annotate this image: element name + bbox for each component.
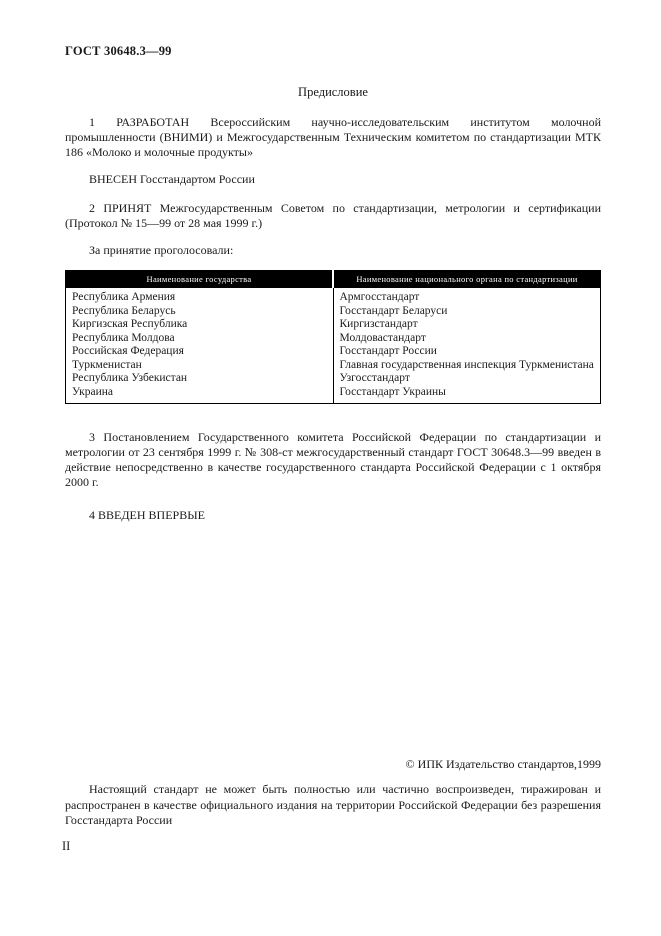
paragraph-submitted: ВНЕСЕН Госстандартом России: [89, 172, 255, 186]
standards-body-cell: Главная государственная инспекция Туркменистана: [339, 358, 594, 371]
state-name-cell: Республика Армения: [66, 288, 334, 305]
table-row: [66, 372, 601, 386]
state-name-cell: Туркменистан: [66, 359, 334, 373]
vote-table-body: [66, 288, 601, 404]
state-name-cell: Российская Федерация: [66, 345, 334, 359]
standards-body-cell: Госстандарт России: [339, 345, 437, 358]
reproduction-notice: Настоящий стандарт не может быть полностью или частично воспроизведен, тиражирован и распространен в качестве официального издания на территории Российской Федерации без разрешения Госстандарта России: [65, 782, 601, 828]
state-name-cell: Республика Молдова: [66, 332, 334, 346]
table-row: [66, 305, 601, 319]
vote-table: [65, 270, 601, 404]
standards-body-cell: Молдовастандарт: [339, 331, 426, 344]
table-row: [66, 332, 601, 346]
paragraph-vote-intro: За принятие проголосовали:: [89, 243, 234, 257]
page-number: II: [62, 839, 71, 853]
state-name-cell: Киргизская Республика: [66, 318, 334, 332]
state-name-cell: Украина: [66, 386, 334, 403]
paragraph-developed: 1 РАЗРАБОТАН Всероссийским научно-исследовательским институтом молочной промышленности (ВНИМИ) и Межгосударственным Техническим комитетом по стандартизации МТК 186 «Молоко и молочные продукты»: [65, 115, 601, 159]
doc-number: ГОСТ 30648.3—99: [65, 44, 172, 58]
state-name-cell: Республика Беларусь: [66, 305, 334, 319]
paragraph-first-time: 4 ВВЕДЕН ВПЕРВЫЕ: [89, 507, 205, 522]
table-row: [66, 359, 601, 373]
vote-table-head: [66, 271, 601, 288]
table-row: [66, 288, 601, 305]
paragraph-decree: 3 Постановлением Государственного комитета Российской Федерации по стандартизации и метрологии от 23 сентября 1999 г. № 308-ст межгосударственный стандарт ГОСТ 30648.3—99 введен в действие непосредственно в качестве государственного стандарта Российской Федерации с 1 октября 2000 г.: [65, 429, 601, 489]
table-row: [66, 345, 601, 359]
standards-body-cell: Армгосстандарт: [339, 291, 420, 303]
copyright-line: © ИПК Издательство стандартов,1999: [405, 757, 601, 771]
table-header-standards-body: Наименование национального органа по стандартизации: [333, 271, 601, 288]
table-header-state: Наименование государства: [66, 271, 334, 288]
table-row: [66, 318, 601, 332]
standards-body-cell: Госстандарт Беларуси: [339, 304, 448, 317]
state-name-cell: Республика Узбекистан: [66, 372, 334, 386]
standards-body-cell: Госстандарт Украины: [339, 385, 446, 398]
standards-body-cell: Узгосстандарт: [339, 372, 410, 385]
table-row: [66, 386, 601, 403]
vote-table-header-row: [66, 271, 601, 288]
paragraph-adopted: 2 ПРИНЯТ Межгосударственным Советом по стандартизации, метрологии и сертификации (Протокол № 15—99 от 28 мая 1999 г.): [65, 201, 601, 230]
section-title: Предисловие: [298, 85, 368, 99]
standards-body-cell: Киргизстандарт: [339, 318, 418, 331]
